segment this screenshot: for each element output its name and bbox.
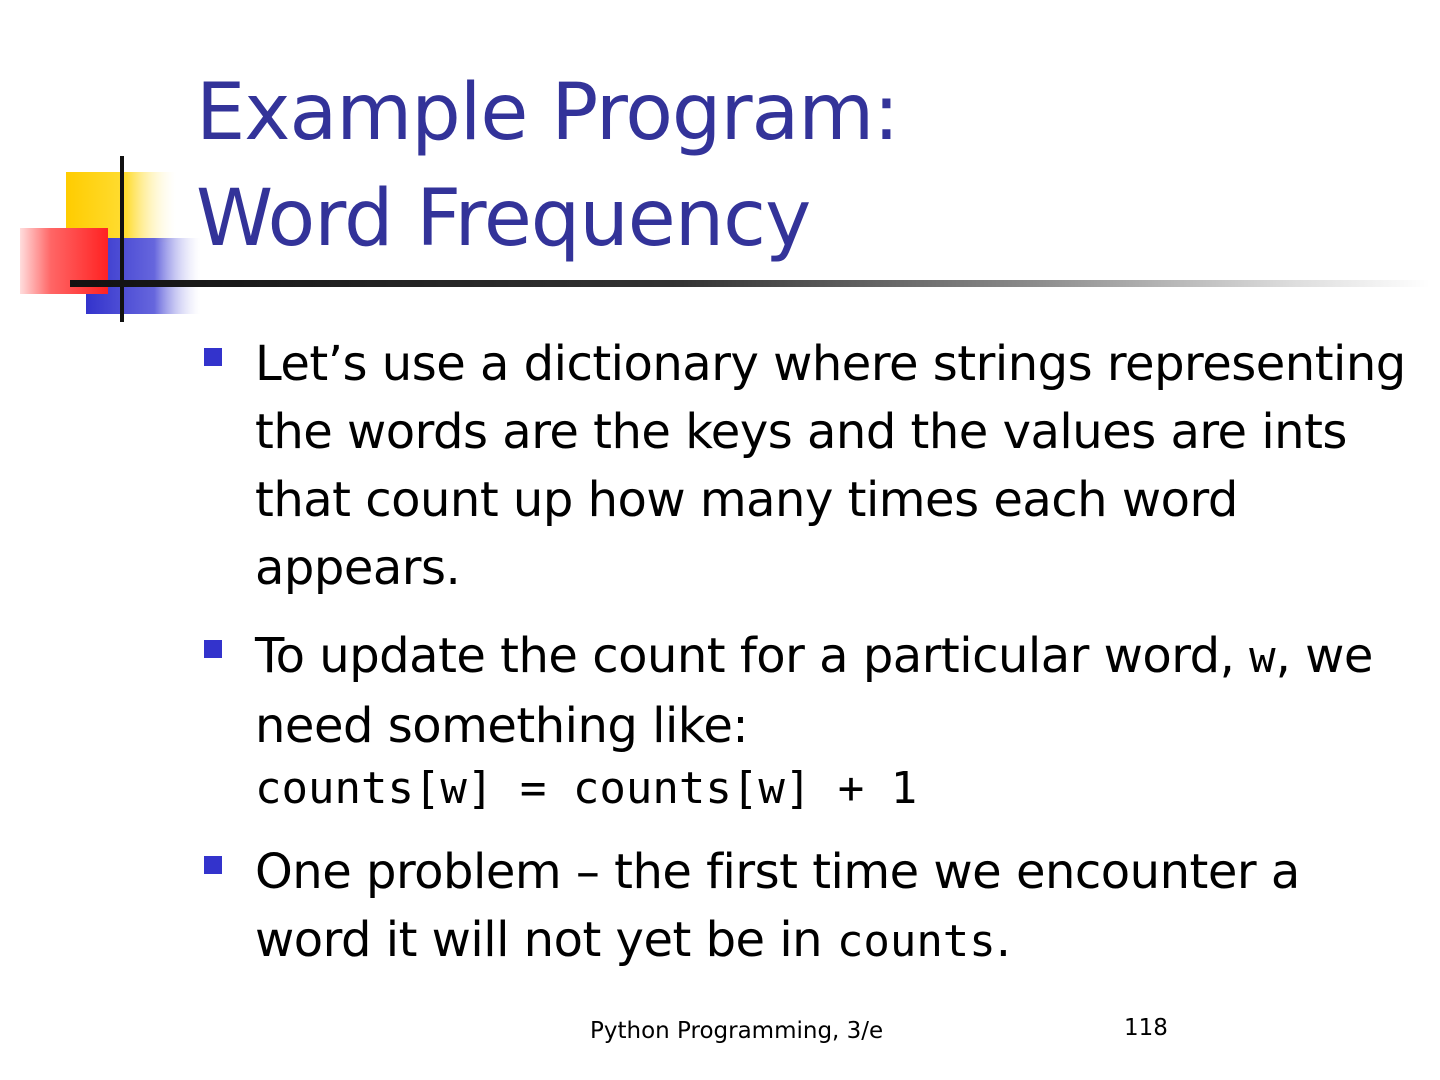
bullet-text: To update the count for a particular word, — [255, 628, 1250, 684]
title-line-2: Word Frequency — [196, 174, 811, 264]
inline-code: w — [1249, 632, 1276, 683]
bullet-text: One problem – the first time we encounter a word it will not yet be in — [255, 844, 1300, 968]
bullet-text: , we need something like: — [255, 628, 1373, 754]
square-bullet-icon — [204, 640, 222, 658]
footer-text: Python Programming, 3/e — [590, 1018, 884, 1044]
bullet-item — [200, 622, 1410, 818]
bullet-list — [200, 330, 1410, 996]
bullet-text: Let’s use a dictionary where strings representing the words are the keys and the values are ints that count up how many times each word appears. — [255, 336, 1406, 596]
inline-code: counts — [836, 916, 996, 967]
page-number: 118 — [1124, 1015, 1168, 1041]
decorative-squares-logo — [0, 0, 220, 340]
title-divider-line — [70, 280, 1430, 287]
square-bullet-icon — [204, 348, 222, 366]
title-line-1: Example Program: — [196, 68, 899, 158]
square-bullet-icon — [204, 856, 222, 874]
bullet-item — [200, 838, 1410, 976]
slide-title — [196, 60, 1376, 272]
code-line: counts[w] = counts[w] + 1 — [255, 763, 918, 814]
bullet-text: . — [995, 912, 1011, 968]
bullet-item — [200, 330, 1410, 602]
vertical-line — [120, 156, 124, 322]
